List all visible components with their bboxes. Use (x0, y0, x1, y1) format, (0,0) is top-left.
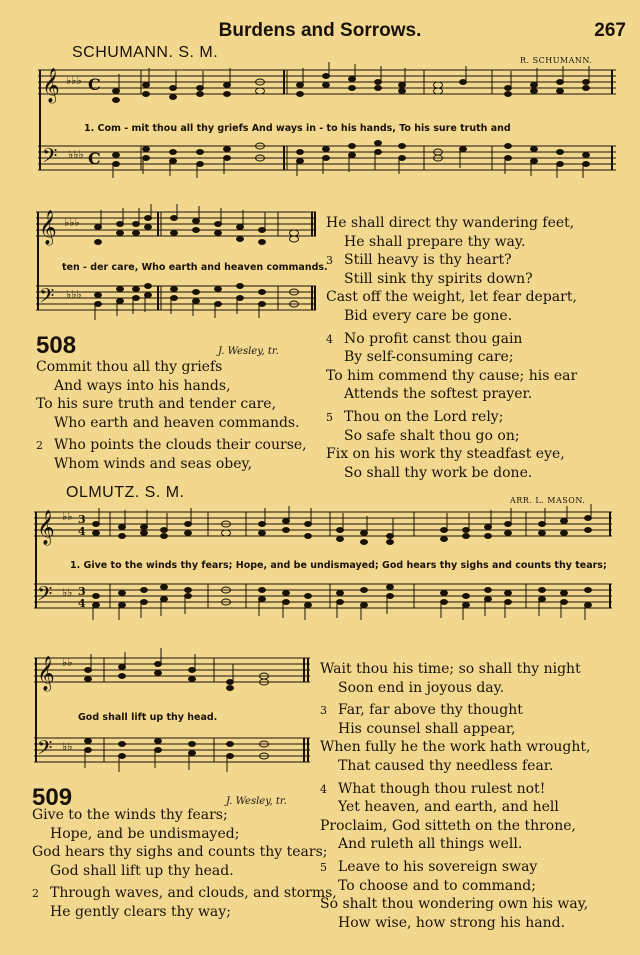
svg-text:♭♭: ♭♭ (62, 740, 73, 753)
svg-text:♭♭: ♭♭ (62, 586, 73, 599)
verse-line: Wait thou his time; so shall thy night (320, 661, 581, 677)
verse-line: How wise, how strong his hand. (338, 914, 566, 931)
verse-line: So safe shalt thou go on; (344, 427, 520, 444)
verse-line: To his sure truth and tender care, (36, 396, 277, 413)
verse-line: Who points the clouds their course, (54, 437, 307, 454)
verses-508-left (36, 358, 307, 474)
music-score-schumann-system1 (38, 62, 616, 182)
verse-line: He gently clears thy way; (50, 903, 231, 920)
svg-text:C: C (88, 149, 101, 168)
svg-text:𝄢: 𝄢 (42, 144, 58, 172)
svg-text:4: 4 (78, 525, 86, 538)
verse-line: Leave to his sovereign sway (338, 858, 538, 875)
verse-line: That caused thy needless fear. (338, 757, 554, 774)
svg-text:♭♭♭: ♭♭♭ (64, 216, 80, 229)
hymn-author: J. Wesley, tr. (226, 796, 287, 807)
verse-number: 5 (320, 860, 327, 874)
verse-line: So shall thy work be done. (344, 464, 533, 481)
verse-line: So shalt thou wondering own his way, (320, 896, 589, 913)
composer-credit: R. SCHUMANN. (520, 56, 593, 65)
verse-line: To choose and to command; (338, 877, 536, 894)
verse-number: 5 (326, 410, 333, 424)
lyric-line-1: 1. Give to the winds thy fears; Hope, and be undismayed; God hears thy sighs and counts thy tears; (70, 560, 607, 571)
verse-line: And ways into his hands, (54, 377, 231, 394)
svg-text:𝄞: 𝄞 (42, 68, 60, 103)
hymn-number-509: 509 (32, 784, 73, 811)
hymn-number-508: 508 (36, 332, 77, 359)
music-score-olmutz-system2 (34, 644, 314, 776)
verse-line: And ruleth all things well. (338, 836, 523, 853)
verse-line: His counsel shall appear, (338, 720, 516, 737)
svg-text:C: C (88, 75, 101, 94)
svg-text:𝄞: 𝄞 (37, 510, 55, 545)
svg-text:𝄢: 𝄢 (37, 582, 53, 610)
verse-line: Far, far above thy thought (338, 702, 523, 719)
verse-line: Whom winds and seas obey, (54, 455, 253, 472)
verse-line: Yet heaven, and earth, and hell (338, 799, 559, 816)
svg-text:3: 3 (78, 585, 86, 598)
lyric-line-2: God shall lift up thy head. (78, 712, 218, 723)
verse-line: God shall lift up thy head. (50, 862, 234, 879)
verse-line: Who earth and heaven commands. (54, 414, 300, 431)
verse-number: 3 (326, 254, 333, 268)
svg-text:♭♭: ♭♭ (62, 510, 73, 523)
verse-line: Still sink thy spirits down? (344, 270, 533, 287)
lyric-line-1: 1. Com - mit thou all thy griefs And ways in - to his hands, To his sure truth and (84, 123, 511, 134)
svg-text:♭♭♭: ♭♭♭ (66, 288, 82, 301)
verse-line: By self-consuming care; (344, 349, 514, 366)
verse-line: When fully he the work hath wrought, (320, 739, 591, 756)
verse-line: Thou on the Lord rely; (344, 408, 504, 425)
verse-number: 3 (320, 704, 327, 718)
verse-line: Through waves, and clouds, and storms, (50, 885, 337, 902)
verses-509-left (32, 806, 337, 922)
verse-line: God hears thy sighs and counts thy tears; (32, 844, 328, 861)
verse-line: Cast off the weight, let fear depart, (326, 289, 577, 306)
lyric-line-2: ten - der care, Who earth and heaven commands. (62, 262, 328, 273)
svg-text:𝄢: 𝄢 (37, 736, 53, 764)
verses-508-right (326, 214, 577, 482)
verse-line: Still heavy is thy heart? (344, 252, 512, 269)
verse-line: He shall prepare thy way. (344, 233, 526, 250)
composer-credit: ARR. L. MASON. (510, 496, 586, 505)
svg-text:𝄞: 𝄞 (37, 656, 55, 691)
verse-line: Attends the softest prayer. (344, 386, 533, 403)
verse-number: 2 (32, 887, 39, 901)
svg-text:4: 4 (78, 597, 86, 610)
verse-number: 4 (320, 782, 327, 796)
verse-line: Give to the winds thy fears; (32, 807, 228, 823)
verse-line: Fix on his work thy steadfast eye, (326, 446, 565, 463)
verse-line: To him commend thy cause; his ear (326, 367, 578, 384)
page-title: Burdens and Sorrows. (218, 20, 422, 41)
verse-line: He shall direct thy wandering feet, (326, 215, 575, 231)
verse-line: What though thou rulest not! (338, 780, 546, 797)
svg-text:𝄞: 𝄞 (39, 210, 57, 245)
verse-line: No profit canst thou gain (344, 330, 523, 347)
svg-text:3: 3 (78, 513, 86, 526)
hymn-author: J. Wesley, tr. (218, 346, 279, 357)
verse-line: Hope, and be undismayed; (50, 825, 240, 842)
tune-name-schumann: SCHUMANN. S. M. (72, 44, 219, 61)
verse-number: 4 (326, 332, 333, 346)
page-number: 267 (594, 20, 626, 41)
svg-text:♭♭♭: ♭♭♭ (66, 74, 82, 87)
svg-text:𝄢: 𝄢 (39, 284, 55, 312)
verse-line: Commit thou all thy griefs (36, 359, 223, 375)
verse-line: Soon end in joyous day. (338, 679, 505, 696)
verse-line: Bid every care be gone. (344, 307, 513, 324)
verse-number: 2 (36, 439, 43, 453)
svg-text:♭♭♭: ♭♭♭ (68, 148, 84, 161)
verse-line: Proclaim, God sitteth on the throne, (320, 817, 576, 834)
tune-name-olmutz: OLMUTZ. S. M. (66, 484, 185, 501)
verses-509-right (320, 660, 590, 932)
svg-text:♭♭: ♭♭ (62, 656, 73, 669)
